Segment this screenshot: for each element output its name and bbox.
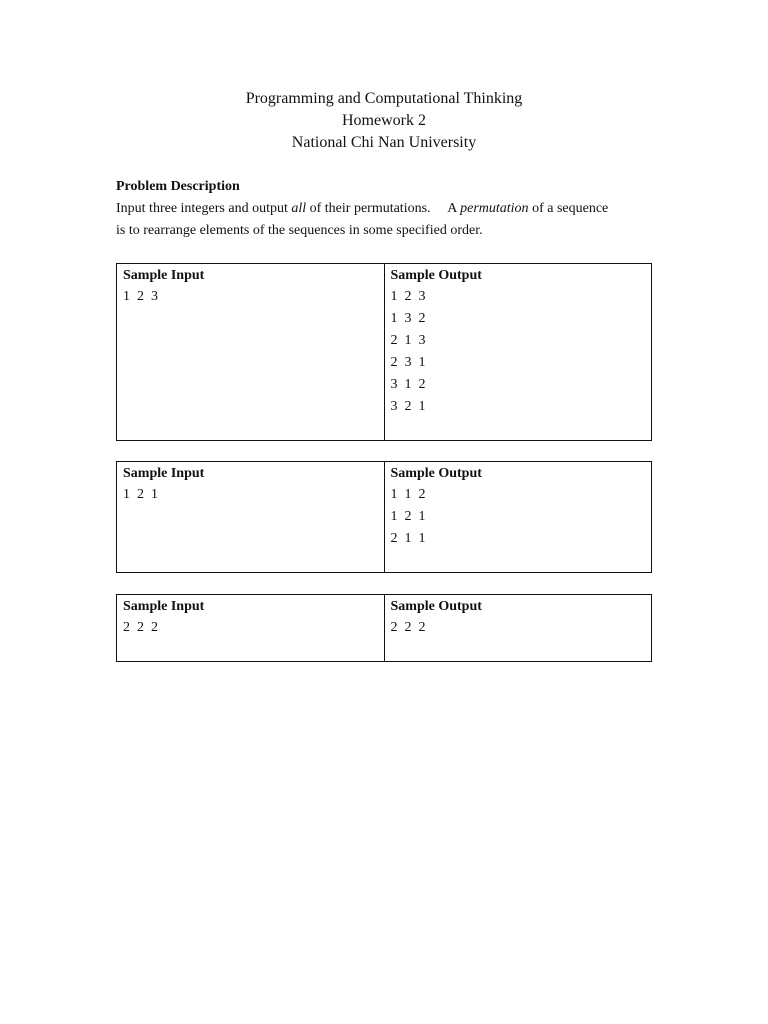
- sample-output-line: 1 1 2: [390, 487, 426, 502]
- sample-output-label: Sample Output: [390, 466, 482, 481]
- description-line-1: [116, 198, 661, 220]
- sample-output-line: 2 2 2: [390, 620, 426, 635]
- sample-input-cell: [117, 595, 385, 662]
- assignment-title: Homework 2: [342, 112, 426, 129]
- sample-output-label: Sample Output: [390, 599, 482, 614]
- sample-output-cell: [384, 595, 652, 662]
- title-block: [0, 88, 768, 154]
- sample-output-line: 2 1 3: [390, 333, 426, 348]
- emphasis-all: all: [291, 201, 307, 216]
- sample-output-line: 2 3 1: [390, 355, 426, 370]
- sample-output-cell: [384, 264, 652, 441]
- sample-output-cell: [384, 462, 652, 573]
- sample-table-3: [116, 594, 652, 662]
- sample-output-line: 2 1 1: [390, 531, 426, 546]
- sample-output-line: 1 2 1: [390, 509, 426, 524]
- description-line-2: is to rearrange elements of the sequences in some specified order.: [116, 223, 483, 238]
- sample-output-line: 3 2 1: [390, 399, 426, 414]
- sample-input-value: 1 2 3: [123, 289, 158, 304]
- sample-table-2: [116, 461, 652, 573]
- sample-input-value: 1 2 1: [123, 487, 158, 502]
- description-text: Input three integers and output: [116, 201, 292, 216]
- sample-input-label: Sample Input: [123, 599, 205, 614]
- sample-input-cell: [117, 462, 385, 573]
- university-name: National Chi Nan University: [291, 134, 477, 151]
- description-text: of a sequence: [528, 201, 609, 216]
- sample-output-label: Sample Output: [390, 268, 482, 283]
- problem-description: [116, 198, 661, 242]
- sample-output-line: 1 2 3: [390, 289, 426, 304]
- emphasis-permutation: permutation: [460, 201, 529, 216]
- sample-output-line: 1 3 2: [390, 311, 426, 326]
- sample-table-1: [116, 263, 652, 441]
- description-text: of their permutations. A: [306, 201, 461, 216]
- sample-input-cell: [117, 264, 385, 441]
- sample-input-label: Sample Input: [123, 268, 205, 283]
- course-title: Programming and Computational Thinking: [245, 90, 523, 107]
- problem-heading: Problem Description: [116, 179, 240, 194]
- sample-input-label: Sample Input: [123, 466, 205, 481]
- sample-output-line: 3 1 2: [390, 377, 426, 392]
- sample-input-value: 2 2 2: [123, 620, 158, 635]
